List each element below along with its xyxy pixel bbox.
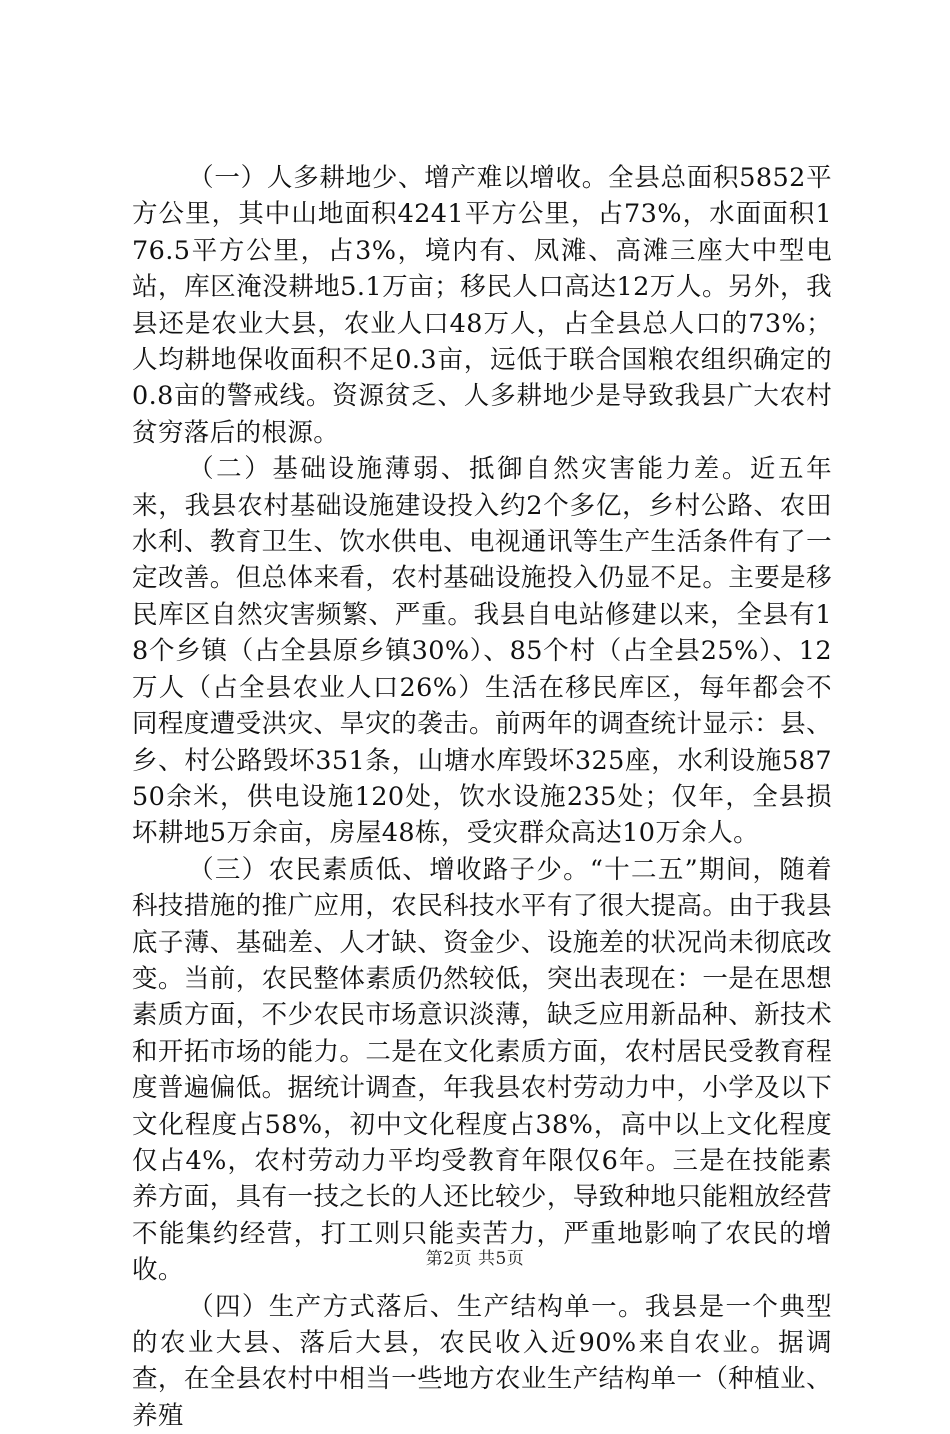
document-body bbox=[132, 160, 832, 1434]
page-footer bbox=[0, 1248, 950, 1270]
page-number-label: 第2页 共5页 bbox=[425, 1249, 525, 1269]
paragraph-3: （三）农民素质低、增收路子少。“十二五”期间，随着科技措施的推广应用，农民科技水平有了很大提高。由于我县底子薄、基础差、人才缺、资金少、设施差的状况尚未彻底改变。当前，农民整体素质仍然较低，突出表现在：一是在思想素质方面，不少农民市场意识淡薄，缺乏应用新品种、新技术和开拓市场的能力。二是在文化素质方面，农村居民受教育程度普遍偏低。据统计调查，年我县农村劳动力中，小学及以下文化程度占58%，初中文化程度占38%，高中以上文化程度仅占4%，农村劳动力平均受教育年限仅6年。三是在技能素养方面，具有一技之长的人还比较少，导致种地只能粗放经营不能集约经营，打工则只能卖苦力，严重地影响了农民的增收。 bbox=[132, 854, 832, 1286]
paragraph-4: （四）生产方式落后、生产结构单一。我县是一个典型的农业大县、落后大县，农民收入近90%来自农业。据调查，在全县农村中相当一些地方农业生产结构单一（种植业、养殖 bbox=[132, 1291, 832, 1431]
paragraph-2: （二）基础设施薄弱、抵御自然灾害能力差。近五年来，我县农村基础设施建设投入约2个多亿，乡村公路、农田水利、教育卫生、饮水供电、电视通讯等生产生活条件有了一定改善。但总体来看，农村基础设施投入仍显不足。主要是移民库区自然灾害频繁、严重。我县自电站修建以来，全县有18个乡镇（占全县原乡镇30%）、85个村（占全县25%）、12万人（占全县农业人口26%）生活在移民库区，每年都会不同程度遭受洪灾、旱灾的袭击。前两年的调查统计显示：县、乡、村公路毁坏351条，山塘水库毁坏325座，水利设施58750余米，供电设施120处，饮水设施235处；仅年，全县损坏耕地5万余亩，房屋48栋，受灾群众高达10万余人。 bbox=[132, 454, 832, 849]
paragraph-1: （一）人多耕地少、增产难以增收。全县总面积5852平方公里，其中山地面积4241平方公里，占73%，水面面积176.5平方公里，占3%，境内有、凤滩、高滩三座大中型电站，库区淹没耕地5.1万亩；移民人口高达12万人。另外，我县还是农业大县，农业人口48万人，占全县总人口的73%；人均耕地保收面积不足0.3亩，远低于联合国粮农组织确定的0.8亩的警戒线。资源贫乏、人多耕地少是导致我县广大农村贫穷落后的根源。 bbox=[132, 163, 832, 448]
